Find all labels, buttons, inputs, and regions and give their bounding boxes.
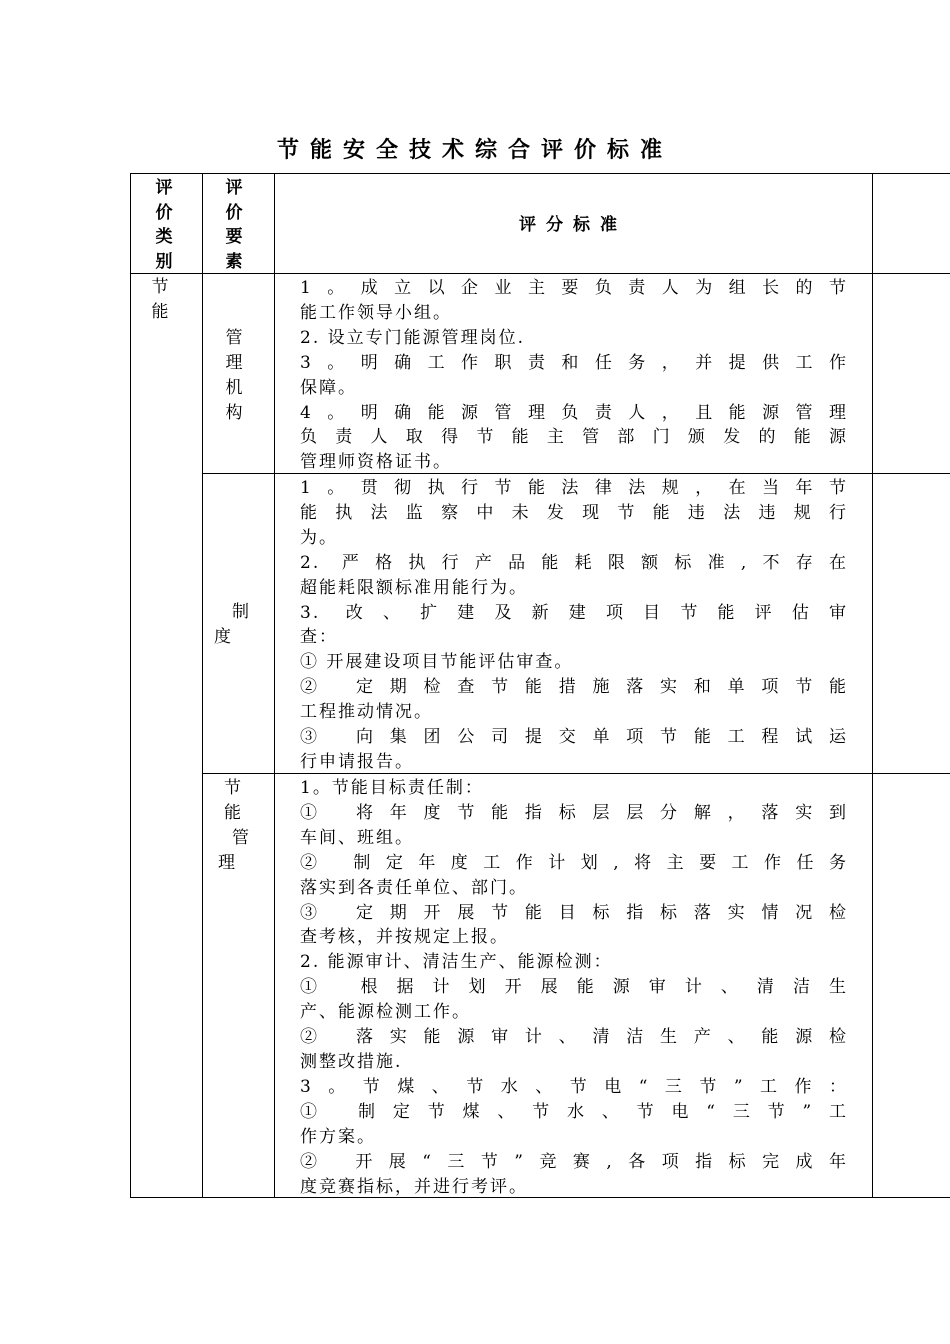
table-border-top xyxy=(130,173,950,174)
category-label: 节 能 xyxy=(151,277,169,322)
standard-line: 产、能源检测工作。 xyxy=(300,1002,471,1023)
standard-line: 落实到各责任单位、部门。 xyxy=(300,877,528,898)
standard-line: ① 制定节煤、节水、节电“三节”工 xyxy=(300,1101,848,1122)
standard-line: 工程推动情况。 xyxy=(300,702,433,723)
header-category: 评 价 类 别 xyxy=(155,178,173,272)
col-divider-2 xyxy=(274,173,275,1198)
standard-line: 负责人取得节能主管部门颁发的能源 xyxy=(300,427,848,448)
col-divider-1 xyxy=(202,173,203,1198)
standard-line: ② 落实能源审计、清洁生产、能源检 xyxy=(300,1027,848,1048)
standard-line: 为。 xyxy=(300,527,338,548)
standard-line: ① 将年度节能指标层层分解，落实到 xyxy=(300,802,848,823)
standard-line: 能工作领导小组。 xyxy=(300,302,452,323)
standard-line: ① 开展建设项目节能评估审查。 xyxy=(300,652,574,673)
element-label-system: 制 度 xyxy=(214,602,249,647)
standard-line: 4。明确能源管理负责人，且能源管理 xyxy=(300,402,848,423)
standard-line: 行申请报告。 xyxy=(300,751,414,772)
standard-line: 1。节能目标责任制： xyxy=(300,778,484,798)
document-title: 节能安全技术综合评价标准 xyxy=(276,137,673,163)
standard-line: 保障。 xyxy=(300,377,357,398)
standard-line: ② 定期检查节能措施落实和单项节能 xyxy=(300,677,848,698)
standard-cell-row-3 xyxy=(300,776,848,1199)
header-standard: 评分标准 xyxy=(519,215,627,235)
standard-line: 1。贯彻执行节能法律法规，在当年节 xyxy=(300,478,848,498)
standard-line: 作方案。 xyxy=(300,1126,376,1147)
table-border-left xyxy=(130,173,131,1198)
standard-line: ③ 向集团公司提交单项节能工程试运 xyxy=(300,727,848,748)
standard-line: 管理师资格证书。 xyxy=(300,452,452,473)
standard-cell-row-1 xyxy=(300,276,848,475)
standard-line: ① 根据计划开展能源审计、清洁生 xyxy=(300,977,848,998)
standard-line: 查： xyxy=(300,627,338,648)
standard-line: 2. 设立专门能源管理岗位. xyxy=(300,327,526,348)
standard-line: 3。节煤、节水、节电“三节”工作： xyxy=(300,1076,848,1097)
standard-cell-row-2 xyxy=(300,476,848,775)
standard-line: 车间、班组。 xyxy=(300,827,414,848)
standard-line: 能执法监察中未发现节能违法违规行 xyxy=(300,502,848,523)
header-divider xyxy=(130,273,950,274)
element-label-management-org: 管 理 机 构 xyxy=(225,328,243,423)
standard-line: 3。明确工作职责和任务，并提供工作 xyxy=(300,352,848,373)
standard-line: 3. 改、扩建及新建项目节能评估审 xyxy=(300,602,848,623)
standard-line: 查考核，并按规定上报。 xyxy=(300,927,509,948)
standard-line: ③ 定期开展节能目标指标落实情况检 xyxy=(300,902,848,923)
standard-line: 1。成立以企业主要负责人为组长的节 xyxy=(300,278,848,298)
standard-line: 2. 能源审计、清洁生产、能源检测： xyxy=(300,952,613,973)
standard-line: 超能耗限额标准用能行为。 xyxy=(300,577,528,598)
col-divider-3 xyxy=(872,173,873,1198)
element-label-energy-management: 节 能 管 理 xyxy=(218,778,249,873)
header-element: 评 价 要 素 xyxy=(225,178,243,272)
standard-line: 度竞赛指标，并进行考评。 xyxy=(300,1176,528,1197)
standard-line: 测整改措施. xyxy=(300,1051,403,1072)
standard-line: ② 开展“三节”竞赛,各项指标完成年 xyxy=(300,1151,848,1172)
standard-line: ② 制定年度工作计划,将主要工作任务 xyxy=(300,852,848,873)
standard-line: 2. 严格执行产品能耗限额标准,不存在 xyxy=(300,552,848,573)
